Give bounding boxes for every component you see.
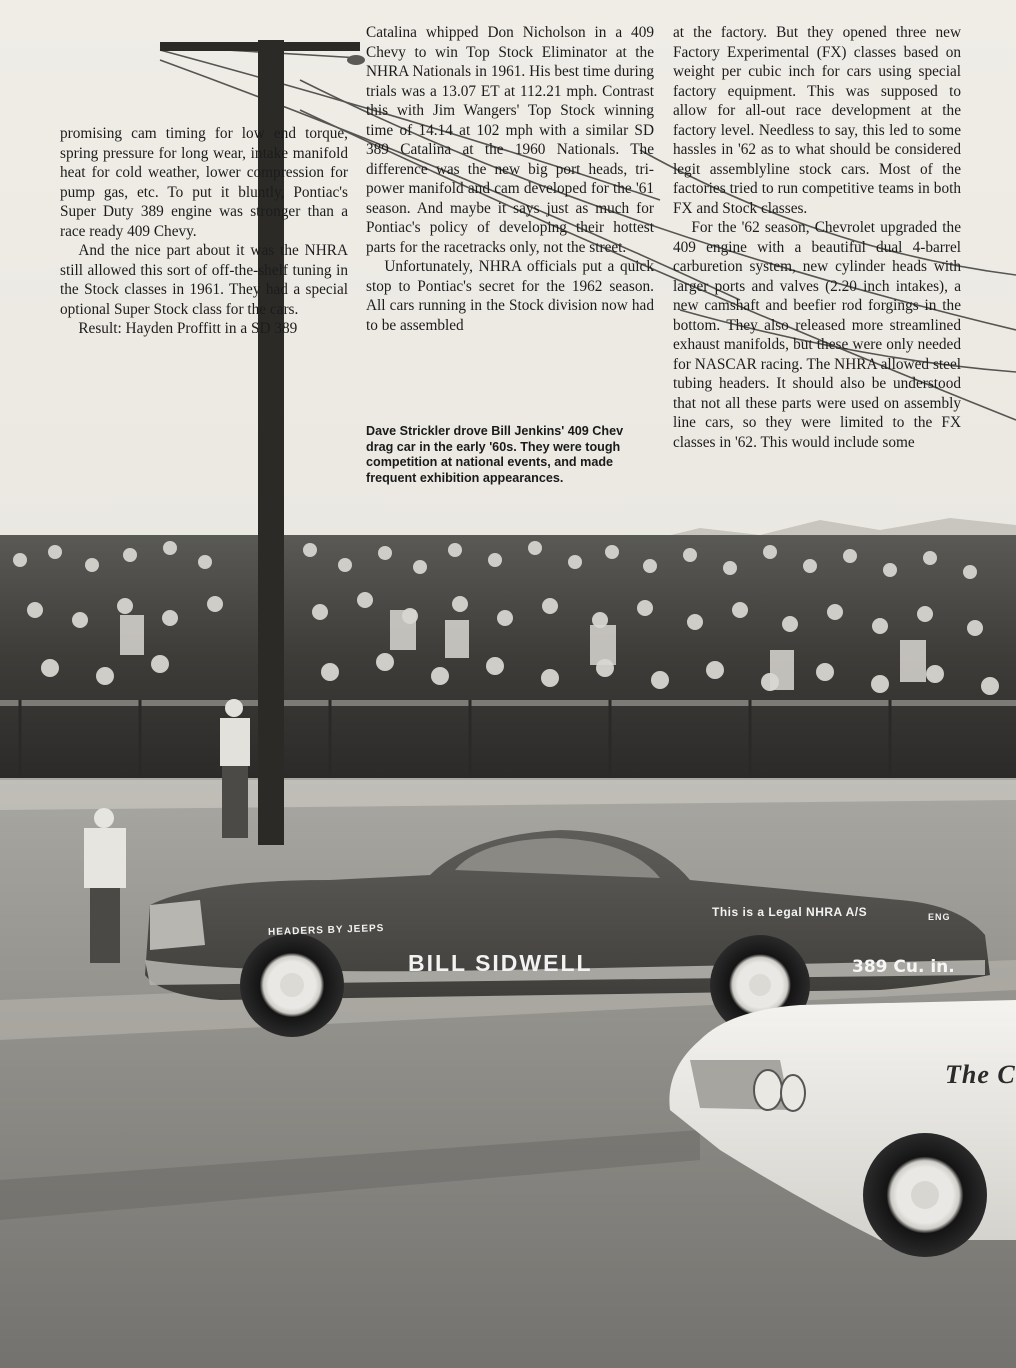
car-name-lettering: BILL SIDWELL <box>408 950 593 976</box>
car-displacement-lettering: 389 Cu. in. <box>852 957 955 977</box>
paragraph: Result: Hayden Proffitt in a SD 389 <box>78 320 298 337</box>
paragraph: promising cam timing for low end torque, spring pressure for long wear, intake manifold heat for cold weather, lower compression for pump gas, etc. To put it bluntly, Pontiac's Super Duty 389 engine was stronger than a race ready 409 Chevy. <box>60 125 348 240</box>
photo-caption: Dave Strickler drove Bill Jenkins' 409 Chev drag car in the early '60s. They were tough competition at national events, and made frequent exhibition appearances. <box>366 424 624 485</box>
paragraph: Catalina whipped Don Nicholson in a 409 Chevy to win Top Stock Eliminator at the NHRA Nationals in 1961. His best time during trials was a 13.07 ET at 112.21 mph. Contrast this with Jim Wangers' Top Stock winning time of 14.14 at 102 mph with a similar SD 389 Catalina at the 1960 Nationals. The difference was the new big port heads, tri-power manifold and cam developed for the '61 season. And maybe it says just as much for Pontiac's policy of developing their hottest parts for the racetracks only, not the street. <box>366 24 654 256</box>
paragraph: at the factory. But they opened three new Factory Experimental (FX) classes based on weight per cubic inch for cars using special factory equipment. This was supposed to allow for all-out race development at the factory level. Needless to say, this led to some hassles in '62 as to what should be considered legit assemblyline stock cars. Most of the factories tried to run competitive teams in both FX and Stock classes. <box>673 24 961 217</box>
car-class-lettering: This is a Legal NHRA A/S <box>712 905 868 919</box>
article-column-2 <box>366 23 654 335</box>
paragraph: For the '62 season, Chevrolet upgraded the 409 engine with a beautiful dual 4-barrel carburetion system, new cylinder heads with larger ports and valves (2.20 inch intakes), a new camshaft and beefier rod forgings in the bottom. They also released more streamlined exhaust manifolds, but these were only needed for NASCAR racing. The NHRA allowed steel tubing headers. It should also be understood that not all these parts were used on assembly line cars, so they were limited to the FX classes in '62. This would include some <box>673 219 961 451</box>
article-column-1 <box>60 124 348 339</box>
paragraph: Unfortunately, NHRA officials put a quick stop to Pontiac's secret for the 1962 season. All cars running in the Stock division now had to be assembled <box>366 258 654 334</box>
paragraph: And the nice part about it was the NHRA still allowed this sort of off-the-shelf tuning in the Stock classes in 1961. They had a special optional Super Stock class for the cars. <box>60 242 348 318</box>
car-headers-lettering: HEADERS BY JEEPS <box>267 922 385 939</box>
article-column-3 <box>673 23 961 452</box>
car-class-suffix-lettering: ENG <box>928 912 951 922</box>
second-car-script: The C <box>945 1060 1016 1089</box>
